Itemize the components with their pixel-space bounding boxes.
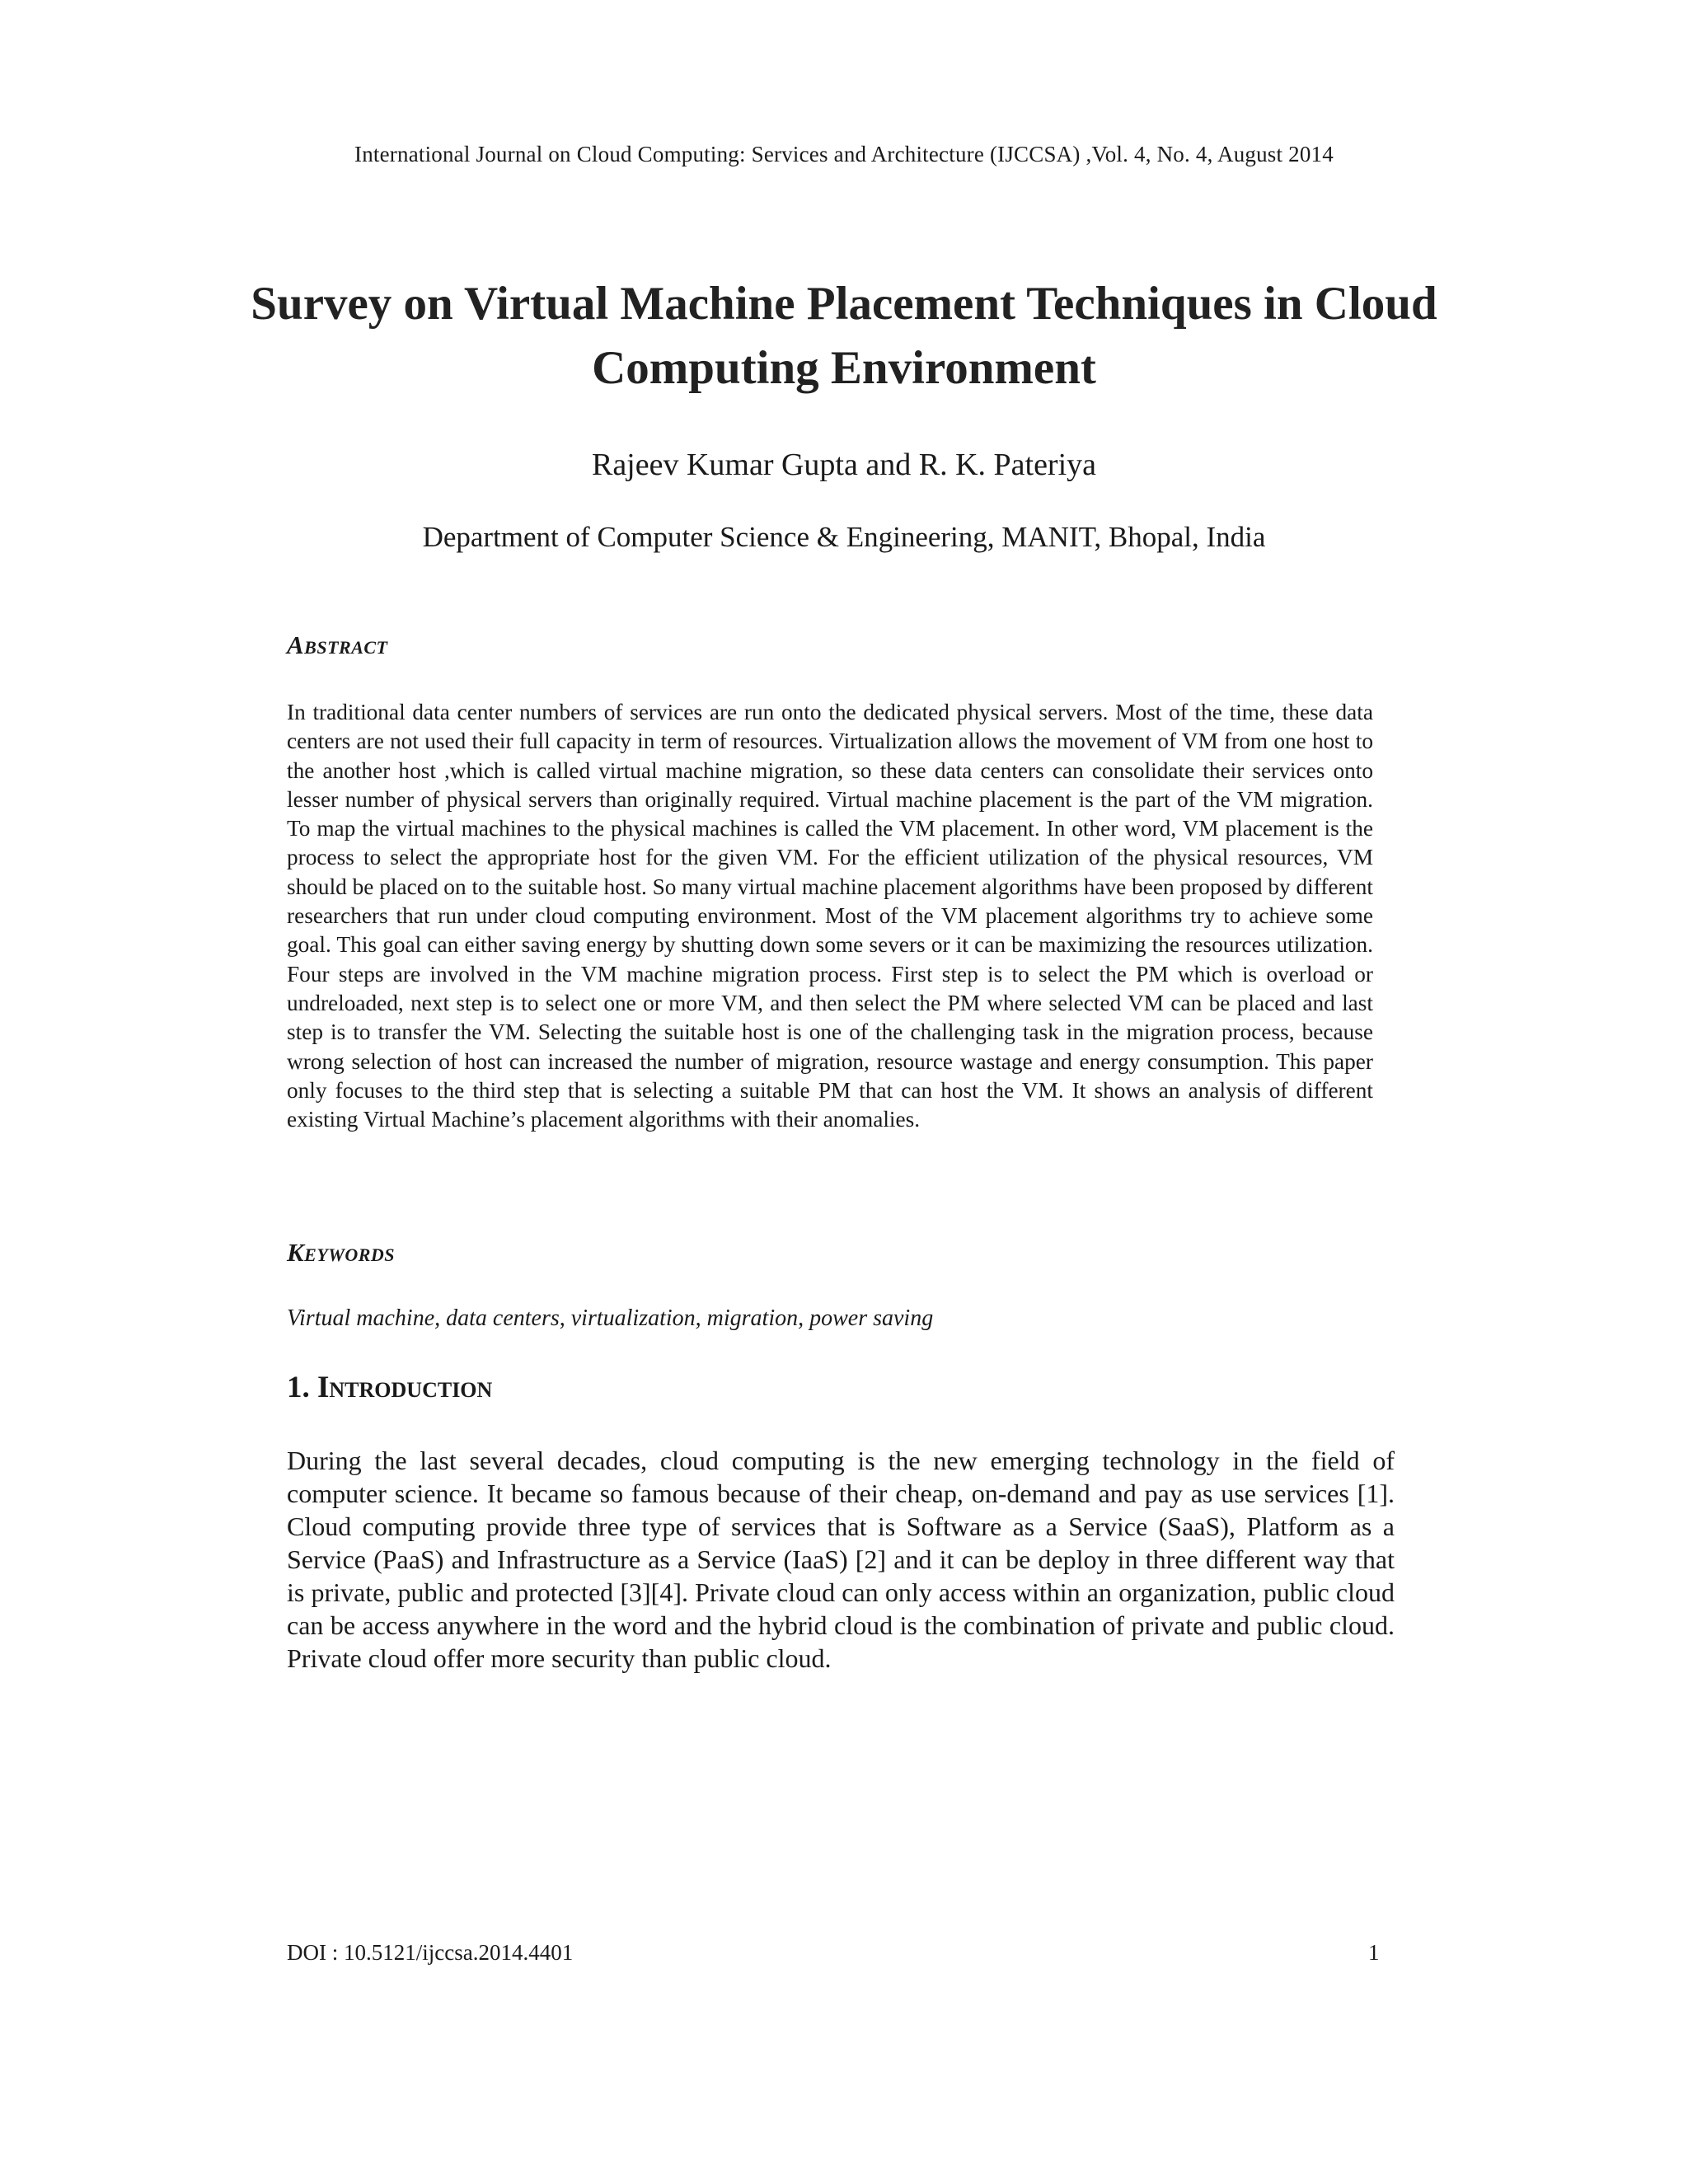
footer-doi: DOI : 10.5121/ijccsa.2014.4401 [287,1940,574,1965]
keywords-text: Virtual machine, data centers, virtualization, migration, power saving [287,1305,934,1331]
introduction-text: During the last several decades, cloud computing is the new emerging technology in the field of computer science. It became so famous because of their cheap, on-demand and pay as use services [1]. Cloud computing provide three type of services that is Software as a Service (SaaS), Platform as a Service (PaaS) and Infrastructure as a Service (IaaS) [2] and it can be deploy in three different way that is private, public and protected [3][4]. Private cloud can only access within an organization, public cloud can be access anywhere in the word and the hybrid cloud is the combination of private and public cloud. Private cloud offer more security than public cloud. [287,1446,1395,1673]
paper-authors: Rajeev Kumar Gupta and R. K. Pateriya [591,448,1097,482]
running-header: International Journal on Cloud Computing: Services and Architecture (IJCCSA) ,Vol. 4, No. 4, August 2014 [354,142,1334,166]
keywords-heading: Keywords [287,1238,396,1267]
page-number: 1 [1368,1940,1380,1965]
abstract-text: In traditional data center numbers of services are run onto the dedicated physical servers. Most of the time, these data centers are not used their full capacity in term of resources. Virtualization allows the movement of VM from one host to the another host ,which is called virtual machine migration, so these data centers can consolidate their services onto lesser number of physical servers than originally required. Virtual machine placement is the part of the VM migration. To map the virtual machines to the physical machines is called the VM placement. In other word, VM placement is the process to select the appropriate host for the given VM. For the efficient utilization of the physical resources, VM should be placed on to the suitable host. So many virtual machine placement algorithms have been proposed by different researchers that run under cloud computing environment. Most of the VM placement algorithms try to achieve some goal. This goal can either saving energy by shutting down some severs or it can be maximizing the resources utilization. Four steps are involved in the VM machine migration process. First step is to select the PM which is overload or undreloaded, next step is to select one or more VM, and then select the PM where selected VM can be placed and last step is to transfer the VM. Selecting the suitable host is one of the challenging task in the migration process, because wrong selection of host can increased the number of migration, resource wastage and energy consumption. This paper only focuses to the third step that is selecting a suitable PM that can host the VM. It shows an analysis of different existing Virtual Machine’s placement algorithms with their anomalies. [287,700,1373,1132]
abstract-heading: Abstract [287,630,388,659]
paper-affiliation: Department of Computer Science & Engineering, MANIT, Bhopal, India [422,521,1266,553]
paper-title: Survey on Virtual Machine Placement Techniques in Cloud Computing Environment [251,278,1437,394]
introduction-heading: 1. Introduction [287,1371,493,1404]
